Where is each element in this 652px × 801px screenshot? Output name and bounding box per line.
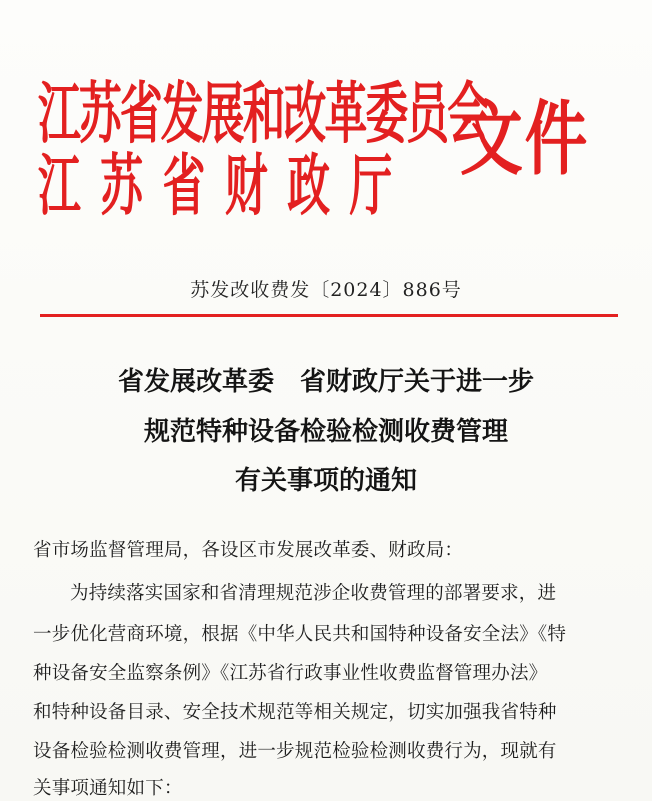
org-name-development-reform: 江苏省发展和改革委员会: [38, 74, 489, 153]
paragraph-line: 和特种设备目录、安全技术规范等相关规定，切实加强我省特种: [33, 702, 557, 723]
addressee: 省市场监督管理局，各设区市发展改革委、财政局：: [33, 540, 464, 561]
title-line-1: 省发展改革委 省财政厅关于进一步: [117, 367, 534, 397]
paragraph-line: 种设备安全监察条例》《江苏省行政事业性收费监督管理办法》: [33, 663, 548, 684]
title-line-3: 有关事项的通知: [234, 466, 417, 496]
org-name-finance: 江苏省财政厅: [38, 146, 412, 225]
red-divider: [40, 314, 618, 317]
document-number: 苏发改收费发〔2024〕886号: [190, 279, 462, 301]
paragraph-line: 一步优化营商环境，根据《中华人民共和国特种设备安全法》《特: [33, 624, 567, 645]
paragraph-line: 设备检验检测收费管理，进一步规范检验检测收费行为，现就有: [33, 741, 557, 762]
title-line-2: 规范特种设备检验检测收费管理: [143, 417, 508, 447]
document-label: 文件: [460, 92, 590, 187]
paragraph-line: 关事项通知如下：: [33, 778, 183, 799]
issuing-authorities: [38, 74, 489, 225]
paragraph-line: 为持续落实国家和省清理规范涉企收费管理的部署要求，进: [70, 583, 557, 604]
